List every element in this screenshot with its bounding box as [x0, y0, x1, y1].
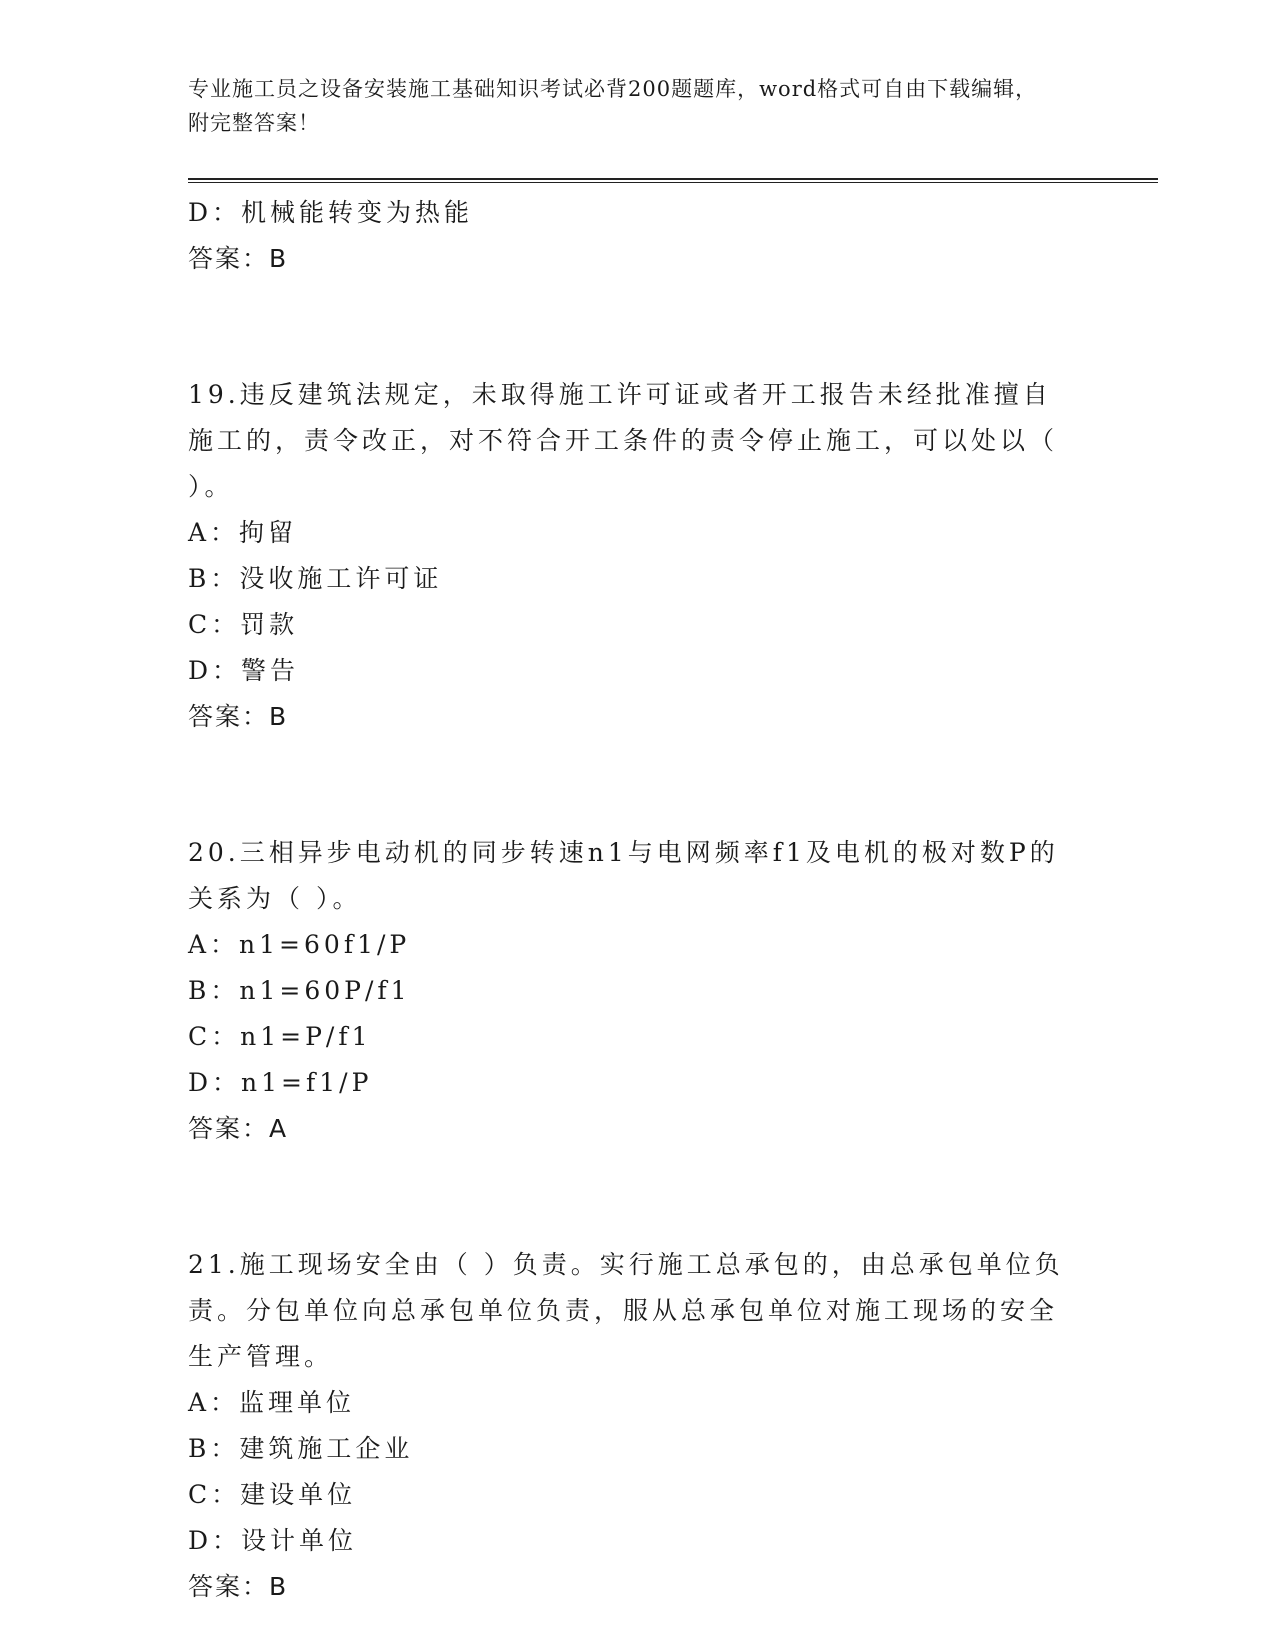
- prev-option-d: D：机械能转变为热能: [188, 198, 474, 227]
- question-21-text: 21.施工现场安全由（ ）负责。实行施工总承包的，由总承包单位负责。分包单位向总承包单位负责，服从总承包单位对施工现场的安全生产管理。: [188, 1250, 1064, 1371]
- question-21-answer: 答案：B: [188, 1572, 289, 1601]
- question-19-answer: 答案：B: [188, 702, 289, 731]
- question-19-text: 19.违反建筑法规定，未取得施工许可证或者开工报告未经批准擅自施工的，责令改正，对不符合开工条件的责令停止施工，可以处以（ ）。: [188, 380, 1059, 501]
- question-20-option-d: D：n1=f1/P: [188, 1068, 373, 1097]
- prev-answer: 答案：B: [188, 244, 289, 273]
- question-20-answer: 答案：A: [188, 1114, 289, 1143]
- question-21-option-c: C：建设单位: [188, 1480, 357, 1509]
- header-divider: [188, 178, 1158, 183]
- question-content: [188, 190, 1088, 1610]
- question-21-option-a: A：监理单位: [188, 1388, 356, 1417]
- question-20-option-a: A：n1=60f1/P: [188, 930, 411, 959]
- question-20-option-b: B：n1=60P/f1: [188, 976, 411, 1005]
- document-header: 专业施工员之设备安装施工基础知识考试必背200题题库，word格式可自由下载编辑，附完整答案！: [188, 77, 1038, 135]
- question-20-text: 20.三相异步电动机的同步转速n1与电网频率f1及电机的极对数P的关系为（ ）。: [188, 838, 1059, 913]
- question-19-option-b: B：没收施工许可证: [188, 564, 443, 593]
- question-20-option-c: C：n1=P/f1: [188, 1022, 372, 1051]
- question-19-option-c: C：罚款: [188, 610, 299, 639]
- question-19-option-a: A：拘留: [188, 518, 298, 547]
- question-21-option-d: D：设计单位: [188, 1526, 358, 1555]
- question-21-option-b: B：建筑施工企业: [188, 1434, 414, 1463]
- question-19-option-d: D：警告: [188, 656, 300, 685]
